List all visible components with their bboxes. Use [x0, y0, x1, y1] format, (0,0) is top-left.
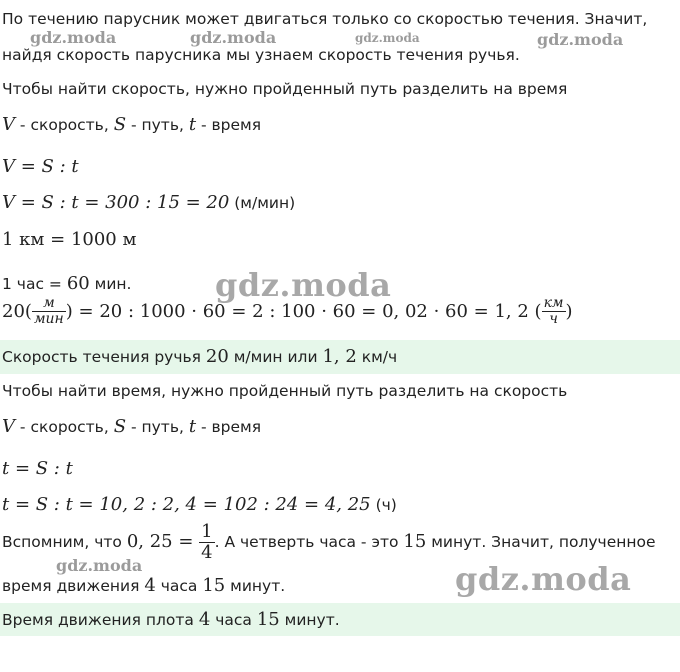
variables-legend-1: V - скорость, S - путь, t - время: [2, 114, 262, 135]
km-conversion: 1 км = 1000 м: [2, 229, 137, 250]
travel-time-line: время движения 4 часа 15 минут.: [2, 575, 286, 596]
fraction-one-quarter: $\frac{1}{4}$: [201, 521, 213, 563]
time-formula: t = S : t: [2, 458, 73, 479]
watermark: gdz.moda: [190, 28, 277, 47]
time-answer: Время движения плота 4 часа 15 минут.: [2, 609, 340, 630]
watermark: gdz.moda: [30, 28, 117, 47]
text-line-3: Чтобы найти скорость, нужно пройденный путь разделить на время: [2, 80, 568, 98]
fraction-km-per-h: $\frac{км}{ч}$: [543, 295, 564, 328]
fraction-m-per-min: $\frac{м}{\text{мин}}$: [33, 295, 64, 328]
text-line-1: По течению парусник может двигаться только со скоростью течения. Значит,: [2, 10, 648, 28]
speed-answer: Скорость течения ручья 20 м/мин или 1, 2 км/ч: [2, 346, 398, 367]
unit-conversion-line: 20( $\frac{м}{\text{мин}}$ ) = 20 : 1000 · 60 = 2 : 100 · 60 = 0, 02 · 60 = 1, 2 ( $\frac{км}{ч}$ ): [2, 295, 573, 328]
variables-legend-2: V - скорость, S - путь, t - время: [2, 416, 262, 437]
watermark: gdz.moda: [537, 30, 624, 49]
speed-formula: V = S : t: [2, 156, 79, 177]
text-line-2: найдя скорость парусника мы узнаем скорость течения ручья.: [2, 46, 520, 64]
watermark: gdz.moda: [455, 560, 632, 598]
watermark: gdz.moda: [355, 31, 420, 45]
quarter-hour-note: Вспомним, что 0, 25 = $\frac{1}{4}$ . А четверть часа - это 15 минут. Значит, полученное: [2, 521, 656, 563]
time-calculation: t = S : t = 10, 2 : 2, 4 = 102 : 24 = 4, 25 (ч): [2, 494, 397, 515]
hour-conversion: 1 час = 60 мин.: [2, 273, 132, 294]
watermark: gdz.moda: [56, 556, 143, 575]
text-line-11: Чтобы найти время, нужно пройденный путь разделить на скорость: [2, 382, 568, 400]
watermark: gdz.moda: [215, 266, 392, 304]
speed-calculation: V = S : t = 300 : 15 = 20 (м/мин): [2, 192, 296, 213]
